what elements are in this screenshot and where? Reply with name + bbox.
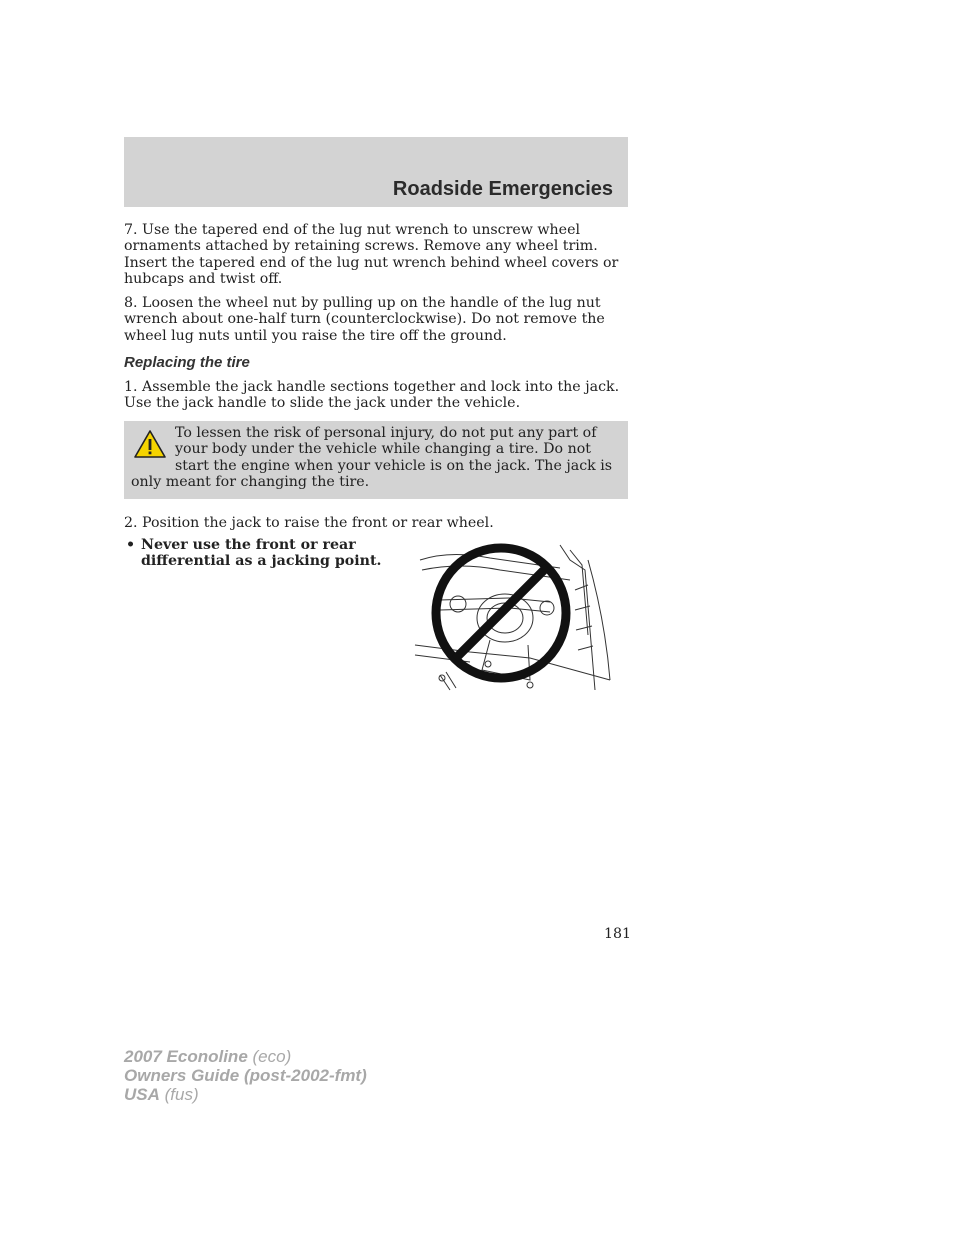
page-number: 181 <box>604 926 632 942</box>
bullet-text: Never use the front or rear differential as a jacking point. <box>141 537 382 570</box>
warning-triangle-icon <box>133 429 167 459</box>
subheading-replacing-tire: Replacing the tire <box>124 354 250 371</box>
paragraph-jack-step-1: 1. Assemble the jack handle sections together and lock into the jack. Use the jack handle to slide the jack under the vehicle. <box>124 379 620 412</box>
bullet-mark: • <box>126 537 136 553</box>
footer-model-code: (eco) <box>252 1047 292 1066</box>
footer-region-code: (fus) <box>164 1085 199 1104</box>
footer-region: USA <box>124 1085 160 1104</box>
warning-text: To lessen the risk of personal injury, do not put any part of your body under the vehicle while changing a tire. Do not start the engine when your vehicle is on the jack. The jack is only meant for changing the tire. <box>131 425 613 491</box>
paragraph-step-8: 8. Loosen the wheel nut by pulling up on the handle of the lug nut wrench about one-half turn (counterclockwise). Do not remove the wheel lug nuts until you raise the tire off the ground. <box>124 295 605 344</box>
paragraph-jack-step-2: 2. Position the jack to raise the front or rear wheel. <box>124 515 494 531</box>
footer-line-3 <box>124 1085 367 1104</box>
paragraph-step-7: 7. Use the tapered end of the lug nut wrench to unscrew wheel ornaments attached by retaining screws. Remove any wheel trim. Insert the tapered end of the lug nut wrench behind wheel covers or hubcaps and twist off. <box>124 222 619 288</box>
footer-line-2: Owners Guide (post-2002-fmt) <box>124 1066 367 1085</box>
bullet-differential-warning <box>124 537 384 570</box>
no-jack-differential-icon <box>410 540 615 698</box>
footer-document-info <box>124 1047 367 1104</box>
footer-line-1 <box>124 1047 367 1066</box>
warning-box <box>124 421 628 499</box>
section-header-band <box>124 137 628 207</box>
section-title: Roadside Emergencies <box>392 178 613 200</box>
footer-model: 2007 Econoline <box>124 1047 248 1066</box>
